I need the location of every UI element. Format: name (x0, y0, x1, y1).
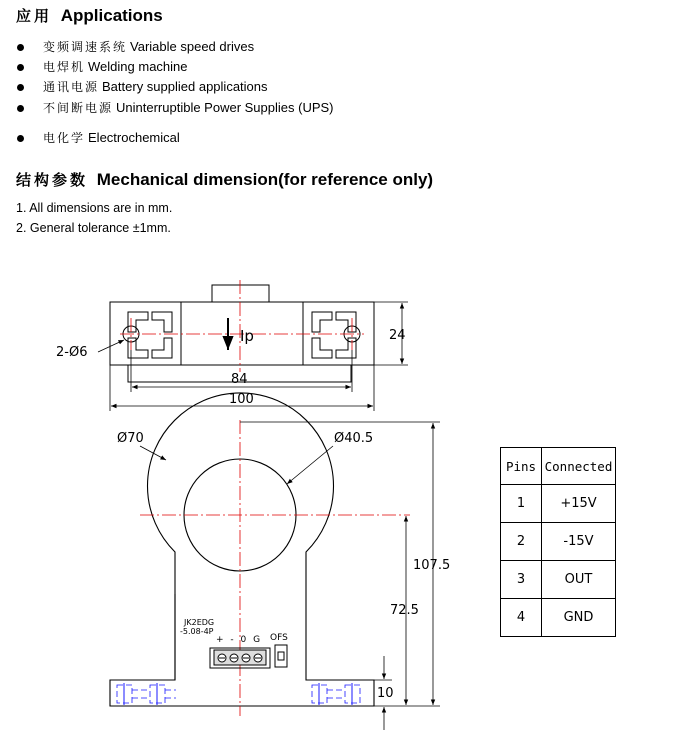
table-header-row (501, 448, 616, 485)
top-view-tab (212, 285, 269, 302)
note-units: 1. All dimensions are in mm. (16, 201, 173, 215)
dim-107-5: 107.5 (413, 558, 451, 573)
connector-pin-labels: + - 0 G (216, 635, 263, 645)
application-item: 变频调速系统 Variable speed drives (17, 38, 254, 55)
pin-number: 4 (501, 599, 542, 637)
dim-inner-diameter: Ø40.5 (334, 431, 374, 446)
header-pins: Pins (501, 448, 542, 485)
pin-connection: +15V (542, 485, 616, 523)
pin-connection: -15V (542, 523, 616, 561)
note-tolerance: 2. General tolerance ±1mm. (16, 221, 171, 235)
applications-title-cn: 应用 (16, 7, 53, 25)
dim-100: 100 (229, 392, 254, 407)
current-label: Ip (240, 327, 254, 345)
dim-72-5: 72.5 (390, 603, 419, 618)
application-item: 电化学 Electrochemical (17, 129, 180, 146)
dim-24: 24 (389, 328, 406, 343)
applications-title-en: Applications (60, 6, 163, 25)
ofs-trimmer (275, 645, 287, 667)
pin-connection: GND (542, 599, 616, 637)
connector-model-line-2: -5.08-4P (180, 627, 214, 636)
pin-number: 1 (501, 485, 542, 523)
pin-connection: OUT (542, 561, 616, 599)
mechanical-title-cn: 结构参数 (16, 171, 89, 189)
dim-outer-diameter: Ø70 (117, 431, 144, 446)
connector-block (210, 648, 270, 668)
pin-number: 3 (501, 561, 542, 599)
table-row (501, 561, 616, 599)
hole-label: 2-Ø6 (56, 345, 88, 360)
pins-table (500, 447, 616, 637)
dim-10: 10 (377, 686, 394, 701)
pin-number: 2 (501, 523, 542, 561)
table-row (501, 599, 616, 637)
application-item: 不间断电源 Uninterruptible Power Supplies (UPS) (17, 99, 334, 116)
application-item: 通讯电源 Battery supplied applications (17, 78, 268, 95)
ofs-label: OFS (270, 633, 288, 643)
application-item: 电焊机 Welding machine (17, 58, 188, 75)
header-connected: Connected (542, 448, 616, 485)
mechanical-title-en: Mechanical dimension(for reference only) (96, 170, 434, 189)
connector-model-line-1: JK2EDG (184, 618, 215, 627)
table-row (501, 485, 616, 523)
table-row (501, 523, 616, 561)
dim-84: 84 (231, 372, 248, 387)
